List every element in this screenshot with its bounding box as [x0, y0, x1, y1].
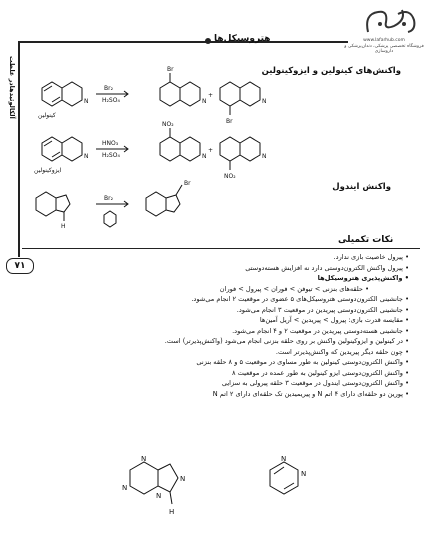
- r2-plus: +: [208, 147, 214, 154]
- purine-pyrimidine-structures: [60, 452, 330, 532]
- r1-reagent-bottom: H₂SO₄: [102, 97, 120, 104]
- svg-text:N: N: [262, 153, 267, 160]
- r3-product-sub: Br: [184, 180, 191, 187]
- tips-rule: [22, 248, 420, 249]
- tip-item: • پیرول خاصیت بازی ندارد.: [29, 252, 409, 263]
- r1-plus: +: [208, 92, 214, 99]
- quinoline-section-title: واکنش‌های کینولین و ایزوکینولین: [261, 66, 401, 76]
- side-label: آلکالوئید‌هادر غلظت: [8, 56, 16, 119]
- tip-item: • پیرول واکنش الکترون‌دوستی دارد نه افزایش هسته‌دوستی: [29, 263, 409, 274]
- logo-site: www.lafarhub.com: [363, 38, 405, 43]
- tip-item: • واکنش الکترون‌دوستی ایندول در موقعیت ۳ حلقه پیرولی به سزایی: [29, 378, 409, 389]
- r2-reagent-bottom: H₂SO₄: [102, 152, 120, 159]
- svg-text:N: N: [262, 98, 267, 105]
- purine-h: H: [169, 508, 175, 516]
- r3-reagent-top: Br₂: [104, 195, 113, 202]
- indole-section-title: واکنش ایندول: [332, 182, 391, 192]
- svg-text:N: N: [84, 98, 89, 105]
- page-number: ۷۱: [6, 258, 34, 274]
- logo-tagline: فروشگاه تخصصی پزشکی، دندان‌پزشکی و داروسازی: [344, 44, 424, 54]
- tip-item: • جانشینی هسته‌دوستی پیریدین در موقعیت ۲ و ۴ انجام می‌شود.: [29, 326, 409, 337]
- header-rule: [18, 41, 348, 43]
- section-title: هتروسیکل‌ها: [214, 34, 271, 44]
- pyrimidine-n2: N: [301, 470, 307, 478]
- tips-title: نکات تکمیلی: [338, 235, 394, 245]
- quinoline-label: کینولین: [38, 112, 56, 119]
- purine-n4: N: [156, 492, 162, 500]
- r2-product-b-sub: NO₂: [224, 173, 236, 180]
- pyrimidine-n1: N: [281, 455, 287, 463]
- purine-n2: N: [122, 484, 128, 492]
- tip-item: • جانشینی الکترون‌دوستی هتروسیکل‌های ۵ عضوی در موقعیت ۲ انجام می‌شود.: [29, 294, 409, 305]
- svg-text:N: N: [202, 98, 207, 105]
- isoquinoline-label: ایزوکینولین: [34, 167, 62, 174]
- tip-item: • واکنش‌پذیری هتروسیکل‌ها: [29, 273, 409, 284]
- purine-n1: N: [141, 455, 147, 463]
- r2-product-a-sub: NO₂: [162, 121, 174, 128]
- tips-list: [29, 252, 409, 399]
- reaction-scheme: [30, 55, 270, 235]
- tip-item: • جانشینی الکترون‌دوستی پیریدین در موقعیت ۳ انجام می‌شود.: [29, 305, 409, 316]
- tip-item: • واکنش الکترون‌دوستی ایزو کینولین به طور عمده در موقعیت ۸: [29, 368, 409, 379]
- tip-item: • چون حلقه دیگر پیریدین که واکنش‌پذیرتر است.: [29, 347, 409, 358]
- svg-text:N: N: [202, 153, 207, 160]
- r3-nh: H: [61, 223, 66, 230]
- tip-item: • پورین دو حلقه‌ای دارای ۴ اتم N و پیریمیدین تک حلقه‌ای دارای ۲ اتم N: [29, 389, 409, 400]
- header-dot: [205, 38, 211, 44]
- r1-product-a-sub: Br: [167, 66, 174, 73]
- r1-product-b-sub: Br: [226, 118, 233, 125]
- tip-item: • مقایسه قدرت بازی: پیرول > پیریدین > آریل آمین‌ها: [29, 315, 409, 326]
- purine-n3: N: [180, 475, 186, 483]
- tip-item: • واکنش الکترون‌دوستی کینولین به طور مساوی در موقعیت ۵ و ۸ حلقه بنزنی: [29, 357, 409, 368]
- tip-item: • در کینولین و ایزوکینولین واکنش بر روی حلقه بنزنی انجام می‌شود (واکنش‌پذیرتر) است.: [29, 336, 409, 347]
- svg-text:N: N: [84, 153, 89, 160]
- r2-reagent-top: HNO₃: [102, 140, 119, 147]
- tip-item: • حلقه‌های بنزنی > تیوفن > فوران > پیرول > فوران: [29, 284, 409, 295]
- r1-reagent-top: Br₂: [104, 85, 113, 92]
